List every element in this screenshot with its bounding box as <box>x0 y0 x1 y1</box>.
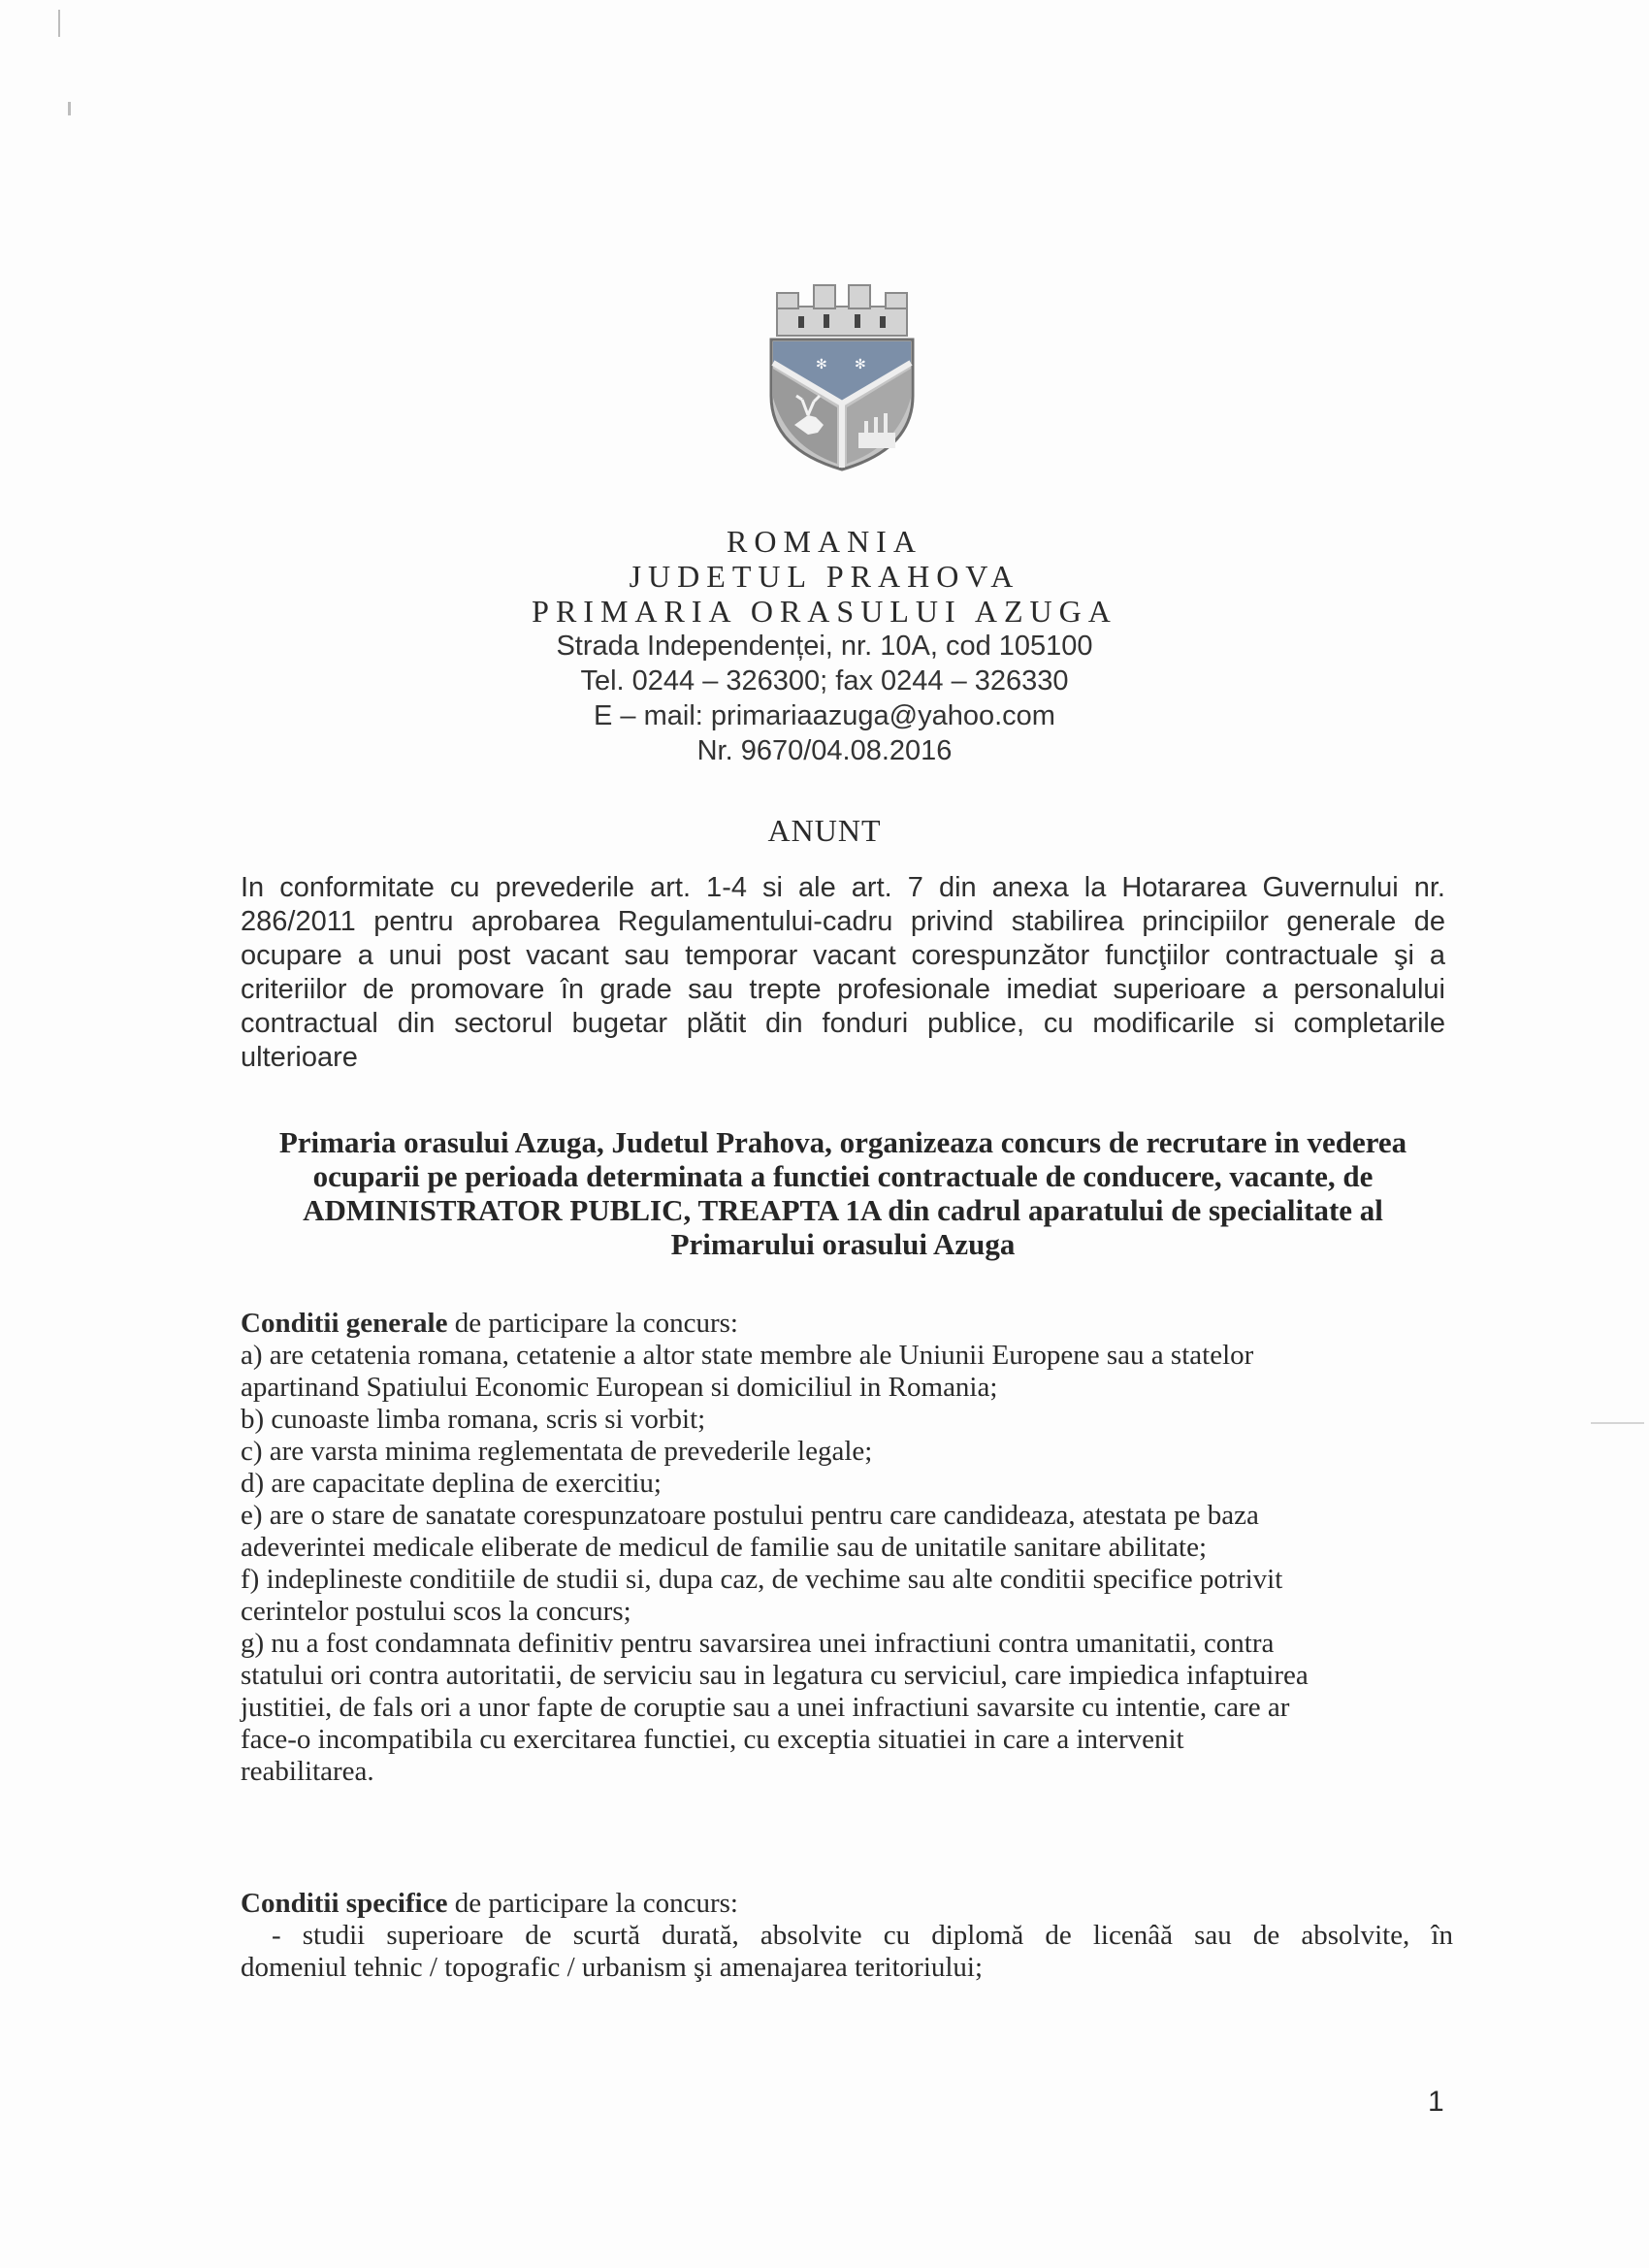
condition-line: statului ori contra autoritatii, de serviciu sau in legatura cu serviciul, care impiedica infaptuirea <box>241 1660 1309 1691</box>
condition-line: apartinand Spatiului Economic European si domiciliul in Romania; <box>241 1372 998 1403</box>
scan-mark <box>68 102 71 115</box>
legal-basis-paragraph <box>241 871 1445 1075</box>
announcement-line: Primarului orasului Azuga <box>670 1227 1016 1261</box>
specific-conditions-heading <box>241 1888 1453 1920</box>
paragraph-line: ulterioare <box>241 1042 358 1073</box>
scan-mark <box>1591 1422 1644 1424</box>
announcement-line: ADMINISTRATOR PUBLIC, TREAPTA 1A din cadrul aparatului de specialitate al <box>303 1193 1383 1227</box>
azuga-coat-of-arms-icon <box>760 279 924 473</box>
heading-bold: Conditii generale <box>241 1308 448 1339</box>
condition-line: - studii superioare de scurtă durată, absolvite cu diplomă de licenâă sau de absolvite, în <box>272 1920 1453 1951</box>
competition-announcement <box>241 1125 1445 1261</box>
address: Strada Independenței, nr. 10A, cod 105100 <box>556 631 1093 662</box>
condition-line: b) cunoaste limba romana, scris si vorbit; <box>241 1404 706 1435</box>
announcement-title: ANUNT <box>767 813 882 848</box>
condition-line: face-o incompatibila cu exercitarea functiei, cu exceptia situatiei in care a intervenit <box>241 1724 1184 1755</box>
scan-mark <box>58 10 60 37</box>
paragraph-line: ocupare a unui post vacant sau temporar vacant corespunzător funcţiilor contractuale şi a <box>241 940 1445 971</box>
heading-rest: de participare la concurs: <box>447 1888 738 1919</box>
condition-line: e) are o stare de sanatate corespunzatoare postului pentru care candideaza, atestata pe baza <box>241 1500 1259 1531</box>
condition-line: adeverintei medicale eliberate de medicul de familie sau de unitatile sanitare abilitate; <box>241 1532 1208 1563</box>
general-conditions-heading <box>241 1308 1453 1340</box>
announcement-line: Primaria orasului Azuga, Judetul Prahova, organizeaza concurs de recrutare in vederea <box>278 1125 1407 1159</box>
country-name: ROMANIA <box>727 524 922 559</box>
condition-line: f) indeplineste conditiile de studii si, dupa caz, de vechime sau alte conditii specifice potrivit <box>241 1564 1283 1595</box>
condition-line: reabilitarea. <box>241 1756 374 1787</box>
condition-line: a) are cetatenia romana, cetatenie a altor state membre ale Uniunii Europene sau a statelor <box>241 1340 1254 1371</box>
svg-text:✻: ✻ <box>855 357 866 373</box>
letterhead <box>0 524 1649 768</box>
condition-line: justitiei, de fals ori a unor fapte de coruptie sau a unei infractiuni savarsite cu intentie, care ar <box>241 1692 1290 1723</box>
condition-line: cerintelor postului scos la concurs; <box>241 1596 631 1627</box>
general-conditions-section <box>241 1308 1453 1788</box>
paragraph-line: In conformitate cu prevederile art. 1-4 si ale art. 7 din anexa la Hotararea Guvernului nr. <box>241 872 1445 903</box>
condition-line: c) are varsta minima reglementata de prevederile legale; <box>241 1436 873 1467</box>
condition-line: d) are capacitate deplina de exercitiu; <box>241 1468 662 1499</box>
condition-line: domeniul tehnic / topografic / urbanism şi amenajarea teritoriului; <box>241 1952 984 1983</box>
page-number: 1 <box>1428 2086 1444 2118</box>
email-address: E – mail: primariaazuga@yahoo.com <box>594 700 1055 731</box>
county-name: JUDETUL PRAHOVA <box>629 559 1020 594</box>
announcement-line: ocuparii pe perioada determinata a functiei contractuale de conducere, vacante, de <box>312 1159 1374 1193</box>
paragraph-line: contractual din sectorul bugetar plătit din fonduri publice, cu modificarile si completarile <box>241 1008 1445 1039</box>
heading-bold: Conditii specifice <box>241 1888 448 1919</box>
specific-conditions-section <box>241 1888 1453 1984</box>
condition-line: g) nu a fost condamnata definitiv pentru savarsirea unei infractiuni contra umanitatii, contra <box>241 1628 1275 1659</box>
paragraph-line: criteriilor de promovare în grade sau trepte profesionale imediat superioare a personalului <box>241 974 1445 1005</box>
institution-name: PRIMARIA ORASULUI AZUGA <box>532 594 1117 629</box>
heading-rest: de participare la concurs: <box>447 1308 738 1339</box>
svg-text:✻: ✻ <box>816 357 827 373</box>
phone-fax: Tel. 0244 – 326300; fax 0244 – 326330 <box>580 665 1069 697</box>
registration-number: Nr. 9670/04.08.2016 <box>696 735 953 766</box>
paragraph-line: 286/2011 pentru aprobarea Regulamentului-cadru privind stabilirea principiilor generale de <box>241 906 1445 937</box>
